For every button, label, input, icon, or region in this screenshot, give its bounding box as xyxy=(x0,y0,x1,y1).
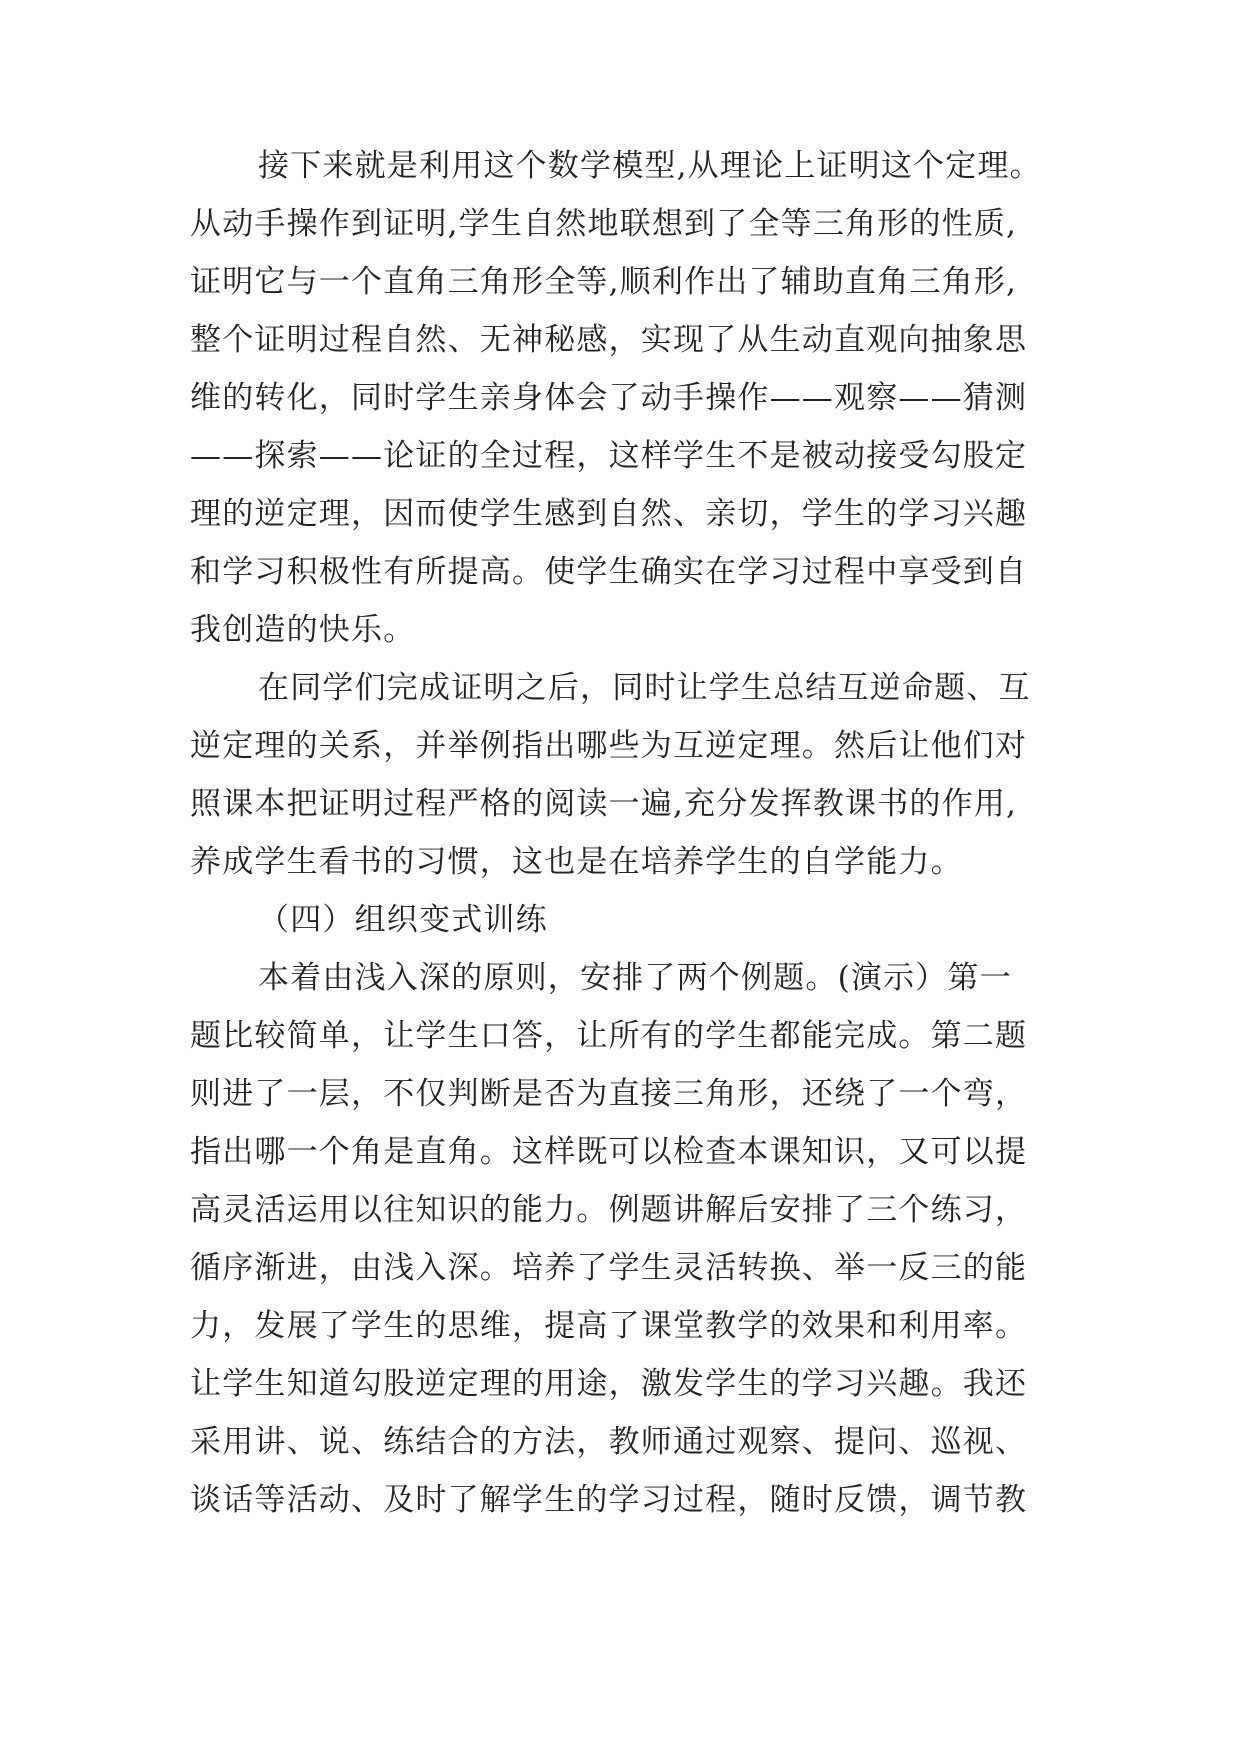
section-heading: （四）组织变式训练 xyxy=(258,902,548,938)
paragraph-3-line-9: 采用讲、说、练结合的方法，教师通过观察、提问、巡视、 xyxy=(190,1424,1028,1460)
paragraph-1-line-7: 理的逆定理，因而使学生感到自然、亲切，学生的学习兴趣 xyxy=(190,496,1028,532)
paragraph-1-line-6: ——探索——论证的全过程，这样学生不是被动接受勾股定 xyxy=(190,438,1028,474)
paragraph-3-line-10: 谈话等活动、及时了解学生的学习过程，随时反馈，调节教 xyxy=(190,1482,1028,1518)
paragraph-1-line-9: 我创造的快乐。 xyxy=(190,612,416,648)
paragraph-2-line-2: 逆定理的关系，并举例指出哪些为互逆定理。然后让他们对 xyxy=(190,728,1028,764)
paragraph-3-line-2: 题比较简单，让学生口答，让所有的学生都能完成。第二题 xyxy=(190,1018,1028,1054)
paragraph-3-line-3: 则进了一层，不仅判断是否为直接三角形，还绕了一个弯， xyxy=(190,1076,1028,1112)
paragraph-2-line-3: 照课本把证明过程严格的阅读一遍,充分发挥教课书的作用, xyxy=(190,786,1018,822)
paragraph-1-line-4: 整个证明过程自然、无神秘感，实现了从生动直观向抽象思 xyxy=(190,322,1028,358)
paragraph-1-line-3: 证明它与一个直角三角形全等,顺利作出了辅助直角三角形, xyxy=(190,264,1018,300)
paragraph-1-line-2: 从动手操作到证明,学生自然地联想到了全等三角形的性质, xyxy=(190,206,1018,242)
paragraph-3-line-4: 指出哪一个角是直角。这样既可以检查本课知识，又可以提 xyxy=(190,1134,1028,1170)
paragraph-1-line-5: 维的转化，同时学生亲身体会了动手操作——观察——猜测 xyxy=(190,380,1028,416)
paragraph-3-line-8: 让学生知道勾股逆定理的用途，激发学生的学习兴趣。我还 xyxy=(190,1366,1028,1402)
paragraph-3-line-5: 高灵活运用以往知识的能力。例题讲解后安排了三个练习， xyxy=(190,1192,1028,1228)
paragraph-3-line-1: 本着由浅入深的原则，安排了两个例题。(演示）第一 xyxy=(258,960,1012,996)
paragraph-1-line-1: 接下来就是利用这个数学模型,从理论上证明这个定理。 xyxy=(258,148,1042,184)
paragraph-3-line-6: 循序渐进，由浅入深。培养了学生灵活转换、举一反三的能 xyxy=(190,1250,1028,1286)
paragraph-2-line-1: 在同学们完成证明之后，同时让学生总结互逆命题、互 xyxy=(258,670,1031,706)
paragraph-2-line-4: 养成学生看书的习惯，这也是在培养学生的自学能力。 xyxy=(190,844,963,880)
paragraph-1-line-8: 和学习积极性有所提高。使学生确实在学习过程中享受到自 xyxy=(190,554,1028,590)
paragraph-3-line-7: 力，发展了学生的思维，提高了课堂教学的效果和利用率。 xyxy=(190,1308,1028,1344)
